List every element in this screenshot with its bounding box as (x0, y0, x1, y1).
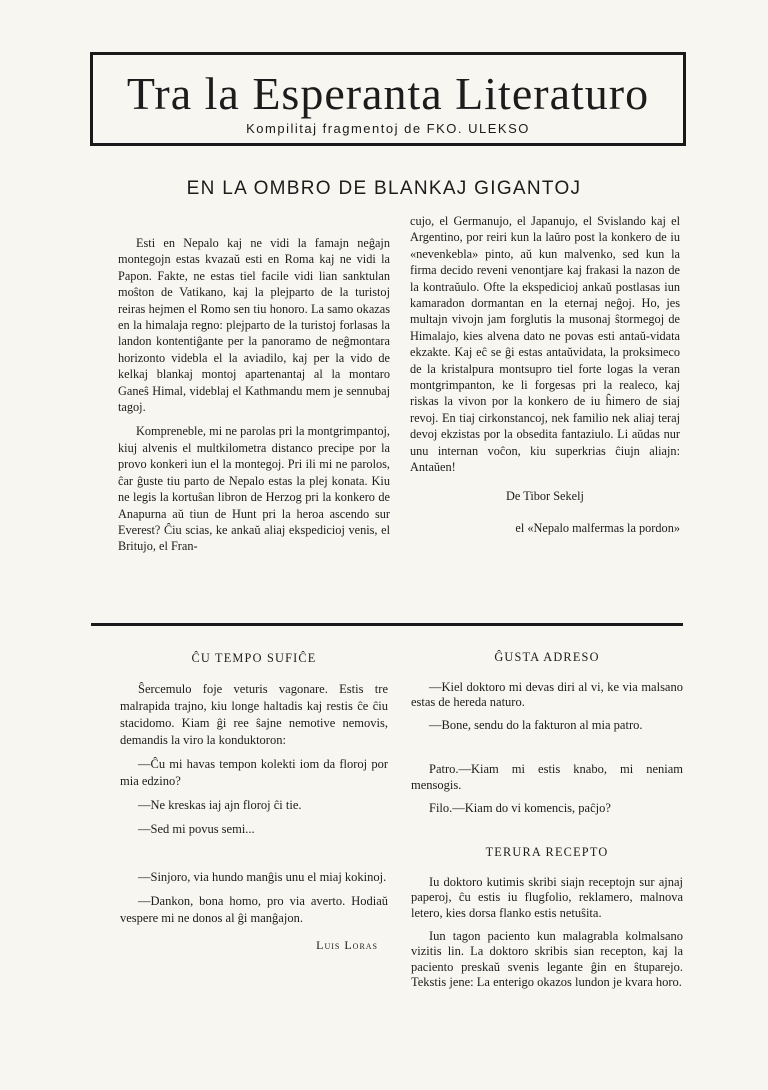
article-column-left (118, 235, 390, 563)
article-paragraph: Kompreneble, mi ne parolas pri la montgrimpantoj, kiuj alvenis el multkilometra distanco precipe por la provo konkeri iun el la montegoj. Pri ili mi ne parolos, ĉar ĝuste tiu parto de Nepalo estas la plej konata. Kiu ne legis la kortuŝan libron de Herzog pri la konkero de Anapurna aŭ tiun de Hunt pri la heroa ascendo sur Everest? Ĉiu scias, ke ankaŭ aliaj ekspedicioj venis, el Britujo, el Fran- (118, 424, 390, 554)
anecdote-paragraph: Filo.—Kiam do vi komencis, paĉjo? (429, 800, 611, 815)
anecdote-paragraph: —Kiel doktoro mi devas diri al vi, ke via malsano estas de hereda naturo. (411, 679, 683, 710)
anecdote-column-left (120, 650, 388, 954)
anecdote-paragraph: —Sinjoro, via hundo manĝis unu el miaj kokinoj. (138, 870, 387, 884)
anecdote-author: Luis Loras (316, 938, 378, 952)
anecdote-paragraph: Iu doktoro kutimis skribi siajn receptojn sur ajnaj paperoj, ĉu estis iu flugfolio, reklamero, malnova letero, kies dorsa flanko estis netuŝita. (411, 874, 683, 920)
anecdote-paragraph: —Sed mi povus semi... (138, 822, 255, 836)
anecdote-paragraph: Iun tagon paciento kun malagrabla kolmalsano vizitis lin. La doktoro skribis sian recepton, kaj la paciento preskaŭ svenis legante ĝin en ŝtuparejo. Tekstis jene: La enterigo okazos lundon je kvara horo. (411, 928, 683, 990)
article-byline: De Tibor Sekelj (506, 488, 584, 503)
header-box (90, 52, 686, 146)
spacer (120, 845, 388, 869)
anecdote-paragraph: —Dankon, bona homo, pro via averto. Hodiaŭ vespere mi ne donos al ĝi manĝajon. (120, 894, 388, 925)
anecdote-paragraph: Ŝercemulo foje veturis vagonare. Estis tre malrapida trajno, kiu longe haltadis kaj restis ĉe ĉiu stacidomo. Kiam ĝi ree ŝajne nemotive nemovis, demandis la viro la konduktoron: (120, 682, 388, 747)
anecdote-paragraph: —Bone, sendu do la fakturon al mia patro. (429, 717, 643, 732)
anecdote-paragraph: —Ĉu mi havas tempon kolekti iom da floroj por mia edzino? (120, 757, 388, 788)
article-title: EN LA OMBRO DE BLANKAJ GIGANTOJ (186, 178, 582, 199)
anecdote-paragraph: —Ne kreskas iaj ajn floroj ĉi tie. (138, 798, 302, 812)
section-title: TERURA RECEPTO (485, 845, 609, 860)
article-paragraph: Esti en Nepalo kaj ne vidi la famajn neĝajn montegojn estas kvazaŭ esti en Roma kaj ne vidi la Papon. Fakte, ne estas tiel facile vidi lian sanktulan moŝton de Vatikano, kaj la plejparto de la turistoj reiras hejmen el Romo sen tiu honoro. La samo okazas en la himalaja regno: plejparto de la turistoj forlasas la landon kontentiĝante per la panoramo de neĝmontara horizonto videbla el la aviadilo, kaj per la vido de kelkaj blankaj montoj apartenantaj al la montaro Ganeŝ Himal, videblaj el Kathmandu mem je sennubaj tagoj. (118, 236, 390, 415)
section-title: ĈU TEMPO SUFIĈE (191, 651, 317, 665)
article-column-right (410, 213, 680, 536)
anecdote-paragraph: Patro.—Kiam mi estis knabo, mi neniam mensogis. (411, 762, 683, 792)
article-source: el «Nepalo malfermas la pordon» (515, 520, 680, 535)
article-paragraph: cujo, el Germanujo, el Japanujo, el Svislando kaj el Argentino, por reiri kun la laŭro post la konkero de iu «nevenkebla» pinto, aŭ kun malvenko, sed kun la firma decido reveni venontjare kaj frakasi la nazon de la kontraŭulo. Ofte la ekspedicioj ankaŭ postlasas iun kamaradon dormantan en la eternaj neĝoj. Ho, jes multajn vivojn jam forglutis la musonaj ŝtormegoj de Himalajo, kies alvena dato ne povas esti antaŭ-vidata ekzakte. Kaj eĉ se ĝi estas antaŭvidata, la proksimeco de la kristalpura montsupro tiel forte logas la veran montgrimpanton, ke li forgesas pri la realeco, kaj riskas la vivon por la konkero de iu ĥimero de siaj revoj. En tiaj cirkonstancoj, nek familio nek aliaj teraj devoj ekzistas por la obsedita fantaziulo. Li aŭdas nur unu internan voĉon, kiu superkrias ĉiujn aliajn: Antaŭen! (410, 214, 680, 475)
spacer (411, 823, 683, 845)
page-subtitle: Kompilitaj fragmentoj de FKO. ULEKSO (246, 121, 530, 136)
section-divider (91, 623, 683, 626)
spacer (411, 740, 683, 762)
anecdote-column-right (411, 650, 683, 998)
page-title: Tra la Esperanta Literaturo (126, 68, 650, 119)
section-title: ĜUSTA ADRESO (494, 650, 600, 664)
